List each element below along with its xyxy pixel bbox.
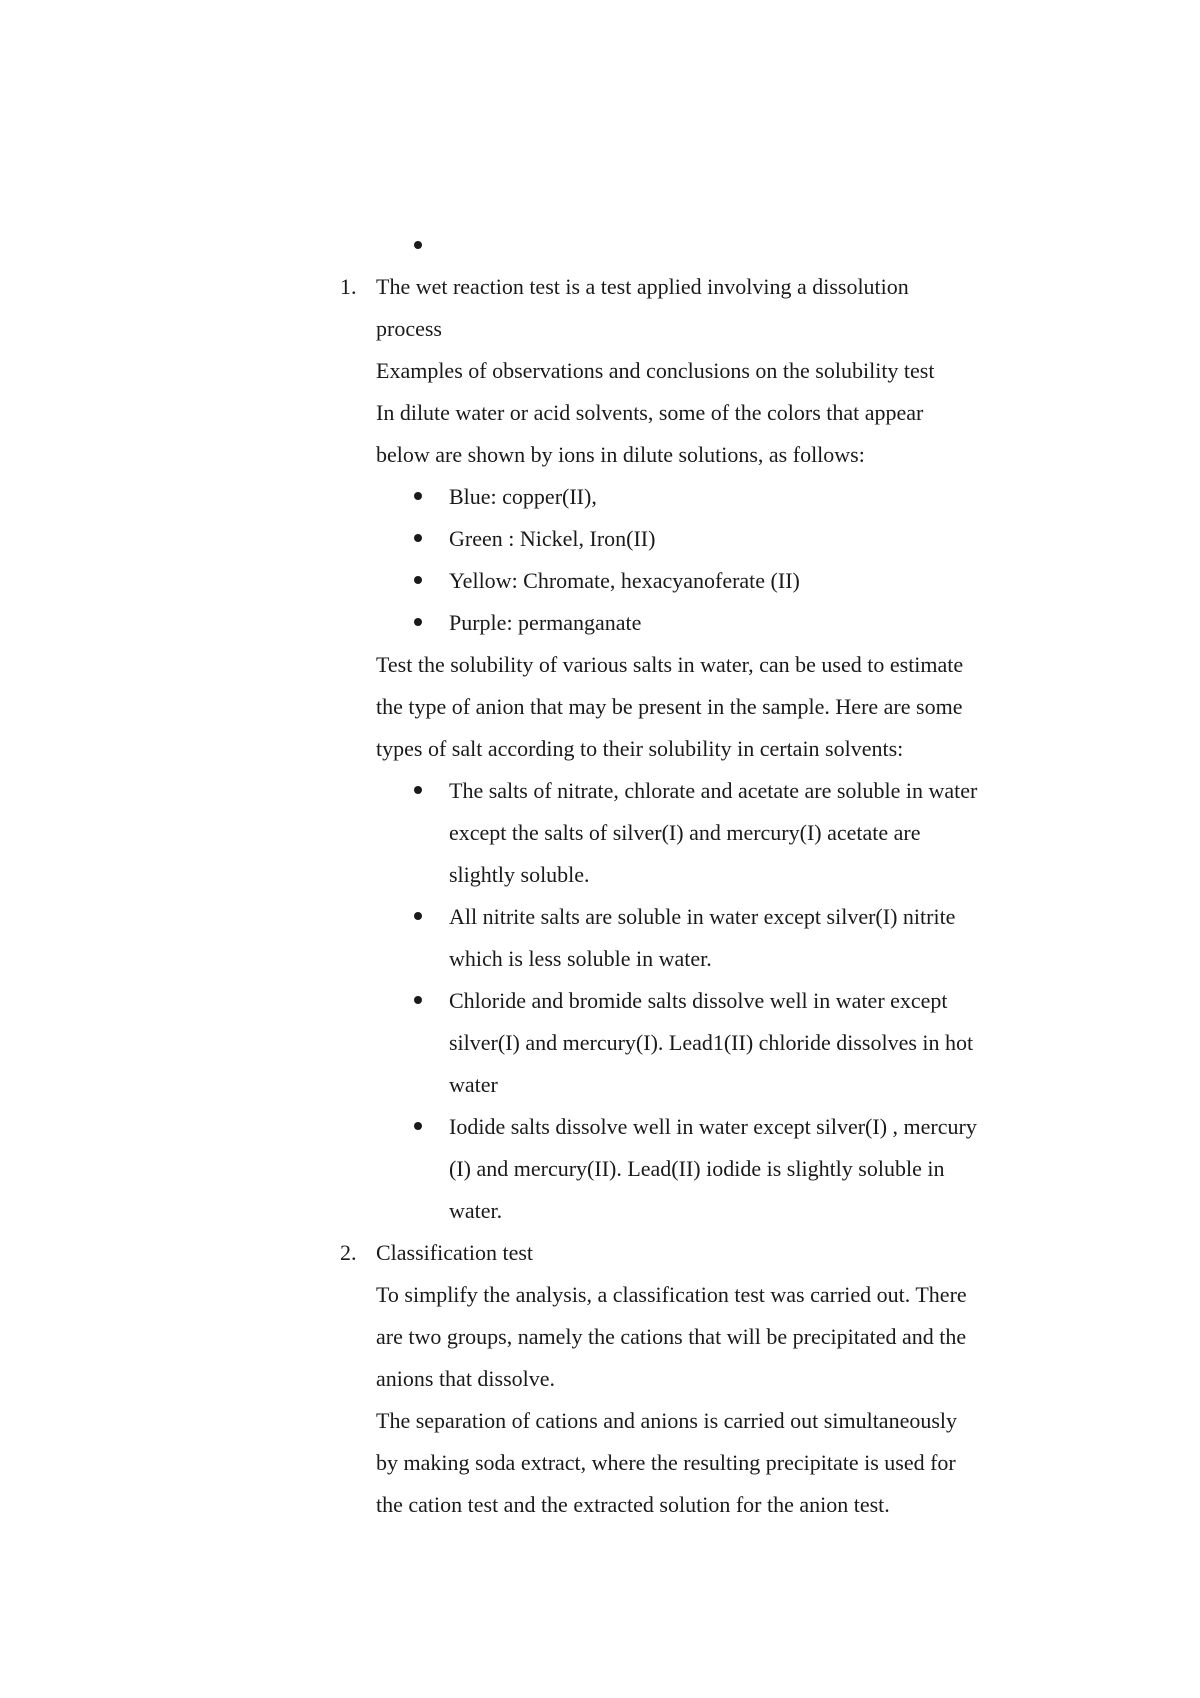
bullet-icon (414, 1122, 422, 1130)
section-2-paragraph-2-line-2: by making soda extract, where the resulting precipitate is used for (376, 1450, 956, 1475)
section-1-paragraph-1: Examples of observations and conclusions on the solubility test (376, 358, 935, 383)
bullet-icon (414, 576, 422, 584)
salt-item-line: The salts of nitrate, chlorate and acetate are soluble in water (449, 778, 978, 803)
section-2-paragraph-1-line-3: anions that dissolve. (376, 1366, 556, 1391)
salt-item-line: water (449, 1072, 498, 1097)
section-2-number: 2. (340, 1240, 357, 1265)
salt-item-line: water. (449, 1198, 503, 1223)
bullet-icon (414, 492, 422, 500)
section-1-heading-line-2: process (376, 316, 442, 341)
section-2-paragraph-2-line-1: The separation of cations and anions is carried out simultaneously (376, 1408, 958, 1433)
empty-bullet (414, 241, 422, 249)
bullet-icon (414, 786, 422, 794)
salt-item-line: Iodide salts dissolve well in water except silver(I) , mercury (449, 1114, 977, 1139)
section-1-number: 1. (340, 274, 357, 299)
salt-item-line: silver(I) and mercury(I). Lead1(II) chloride dissolves in hot (449, 1030, 974, 1055)
section-1-paragraph-2-line-1: In dilute water or acid solvents, some of the colors that appear (376, 400, 924, 425)
section-1-paragraph-3-line-2: the type of anion that may be present in the sample. Here are some (376, 694, 963, 719)
salt-item-line: except the salts of silver(I) and mercury(I) acetate are (449, 820, 921, 845)
salt-item-line: All nitrite salts are soluble in water except silver(I) nitrite (449, 904, 956, 929)
salt-item-line: Chloride and bromide salts dissolve well in water except (449, 988, 948, 1013)
section-1-paragraph-2-line-2: below are shown by ions in dilute solutions, as follows: (376, 442, 865, 467)
section-2-paragraph-1-line-1: To simplify the analysis, a classification test was carried out. There (376, 1282, 967, 1307)
color-item: Yellow: Chromate, hexacyanoferate (II) (449, 568, 800, 593)
section-2-heading: Classification test (376, 1240, 534, 1265)
bullet-icon (414, 996, 422, 1004)
color-item: Purple: permanganate (449, 610, 642, 635)
salt-item-line: slightly soluble. (449, 862, 590, 887)
salt-item-line: (I) and mercury(II). Lead(II) iodide is slightly soluble in (449, 1156, 945, 1181)
salt-item-line: which is less soluble in water. (449, 946, 712, 971)
section-2-paragraph-1-line-2: are two groups, namely the cations that will be precipitated and the (376, 1324, 967, 1349)
bullet-icon (414, 534, 422, 542)
color-item: Green : Nickel, Iron(II) (449, 526, 656, 551)
color-item: Blue: copper(II), (449, 484, 597, 509)
bullet-icon (414, 618, 422, 626)
section-2-paragraph-2-line-3: the cation test and the extracted solution for the anion test. (376, 1492, 890, 1517)
section-1-heading-line-1: The wet reaction test is a test applied involving a dissolution (376, 274, 909, 299)
section-1-paragraph-3-line-1: Test the solubility of various salts in water, can be used to estimate (376, 652, 964, 677)
section-1-paragraph-3-line-3: types of salt according to their solubility in certain solvents: (376, 736, 904, 761)
bullet-icon (414, 912, 422, 920)
